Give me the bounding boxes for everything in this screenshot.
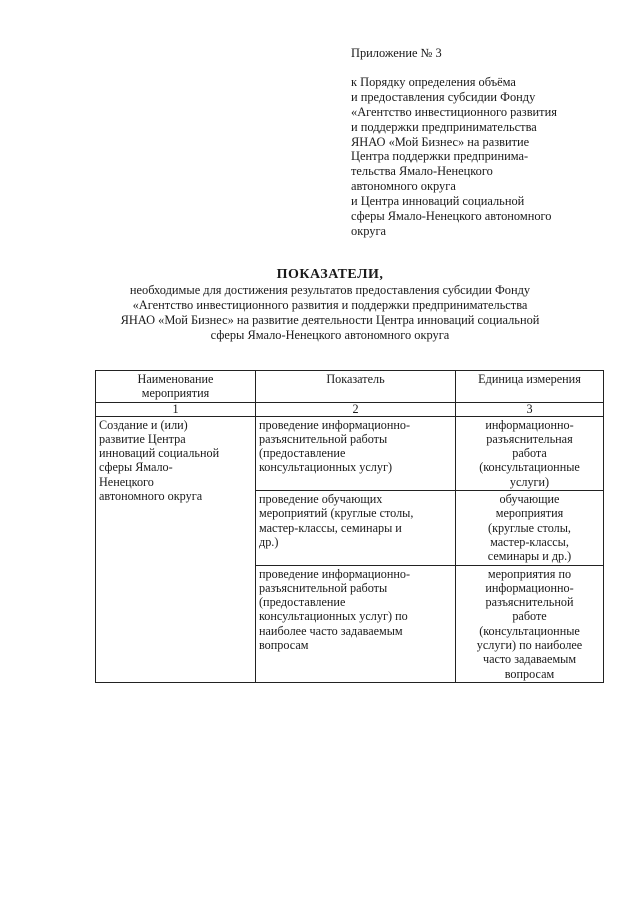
appendix-block [351,46,621,239]
table-header-row [96,371,604,403]
cell-text: (консультационные [479,460,580,475]
heading-line: ЯНАО «Мой Бизнес» на развитие деятельности Центра инноваций социальной [120,313,540,327]
appendix-line: автономного округа [351,179,456,194]
cell-text: наиболее часто задаваемым [259,623,403,638]
header-text: Показатель [326,372,385,386]
cell-text: работа [512,446,547,461]
appendix-line: «Агентство инвестиционного развития [351,104,557,119]
cell-text: (круглые столы, [488,520,571,535]
cell-text: (предоставление [259,595,346,610]
appendix-line: Центра поддержки предпринима- [351,149,529,164]
cell-text: др.) [259,534,279,549]
cell-text: проведение обучающих [259,492,383,507]
cell-text: мероприятий (круглые столы, [259,506,414,521]
cell-text: услуги) по наиболее [476,638,583,653]
indicator-cell [256,416,456,490]
unit-cell [456,491,604,565]
cell-text: проведение информационно- [259,417,411,432]
cell-text: вопросам [259,638,309,653]
header-text: Наименование [137,372,214,386]
cell-text: Создание и (или) [99,417,188,432]
cell-text: развитие Центра [99,431,186,446]
appendix-line: и предоставления субсидии Фонду [351,89,536,104]
indicators-table [95,370,604,683]
header-text: мероприятия [141,386,210,401]
indicator-cell [256,491,456,565]
cell-text: (консультационные [479,623,580,638]
appendix-line: ЯНАО «Мой Бизнес» на развитие [351,134,530,149]
cell-text: (предоставление [259,446,346,461]
cell-text: консультационных услуг) по [259,609,408,624]
event-name-cell [96,416,256,682]
cell-text: услуги) [509,474,550,489]
cell-text: разъяснительной [485,595,574,610]
document-heading [60,266,600,343]
heading-line: «Агентство инвестиционного развития и поддержки предпринимательства [132,298,528,312]
column-number: 1 [96,402,256,416]
column-number-row [96,402,604,416]
cell-text: консультационных услуг) [259,460,393,475]
appendix-line: тельства Ямало-Ненецкого [351,164,493,179]
appendix-line: округа [351,223,387,238]
unit-cell [456,416,604,490]
column-number: 2 [256,402,456,416]
document-title: ПОКАЗАТЕЛИ, [276,267,384,282]
appendix-line: и поддержки предпринимательства [351,119,537,134]
table-row [96,416,604,490]
cell-text: инноваций социальной [99,446,220,461]
appendix-number: Приложение № 3 [351,46,442,60]
cell-text: мастер-классы, семинары и [259,520,402,535]
indicator-cell [256,565,456,682]
cell-text: разъяснительной работы [259,580,388,595]
heading-line: сферы Ямало-Ненецкого автономного округа [210,328,450,342]
cell-text: Ненецкого [99,474,154,489]
heading-line: необходимые для достижения результатов предоставления субсидии Фонду [129,283,531,297]
appendix-line: сферы Ямало-Ненецкого автономного [351,209,552,224]
cell-text: мастер-классы, [490,534,569,549]
header-unit [456,371,604,403]
header-indicator [256,371,456,403]
cell-text: обучающие [499,492,560,507]
appendix-line: и Центра инноваций социальной [351,194,525,209]
cell-text: автономного округа [99,489,203,504]
cell-text: разъяснительная [486,431,573,446]
cell-text: разъяснительной работы [259,431,388,446]
cell-text: работе [512,609,547,624]
unit-cell [456,565,604,682]
cell-text: сферы Ямало- [99,460,173,475]
cell-text: информационно- [485,417,574,432]
cell-text: часто задаваемым [482,652,577,667]
cell-text: информационно- [485,580,574,595]
cell-text: вопросам [504,666,555,681]
column-number: 3 [456,402,604,416]
appendix-line: к Порядку определения объёма [351,74,516,89]
cell-text: мероприятия по [487,566,572,581]
cell-text: мероприятия [495,506,564,521]
header-event-name [96,371,256,403]
cell-text: проведение информационно- [259,566,411,581]
header-text: Единица измерения [478,372,581,386]
cell-text: семинары и др.) [487,549,572,564]
